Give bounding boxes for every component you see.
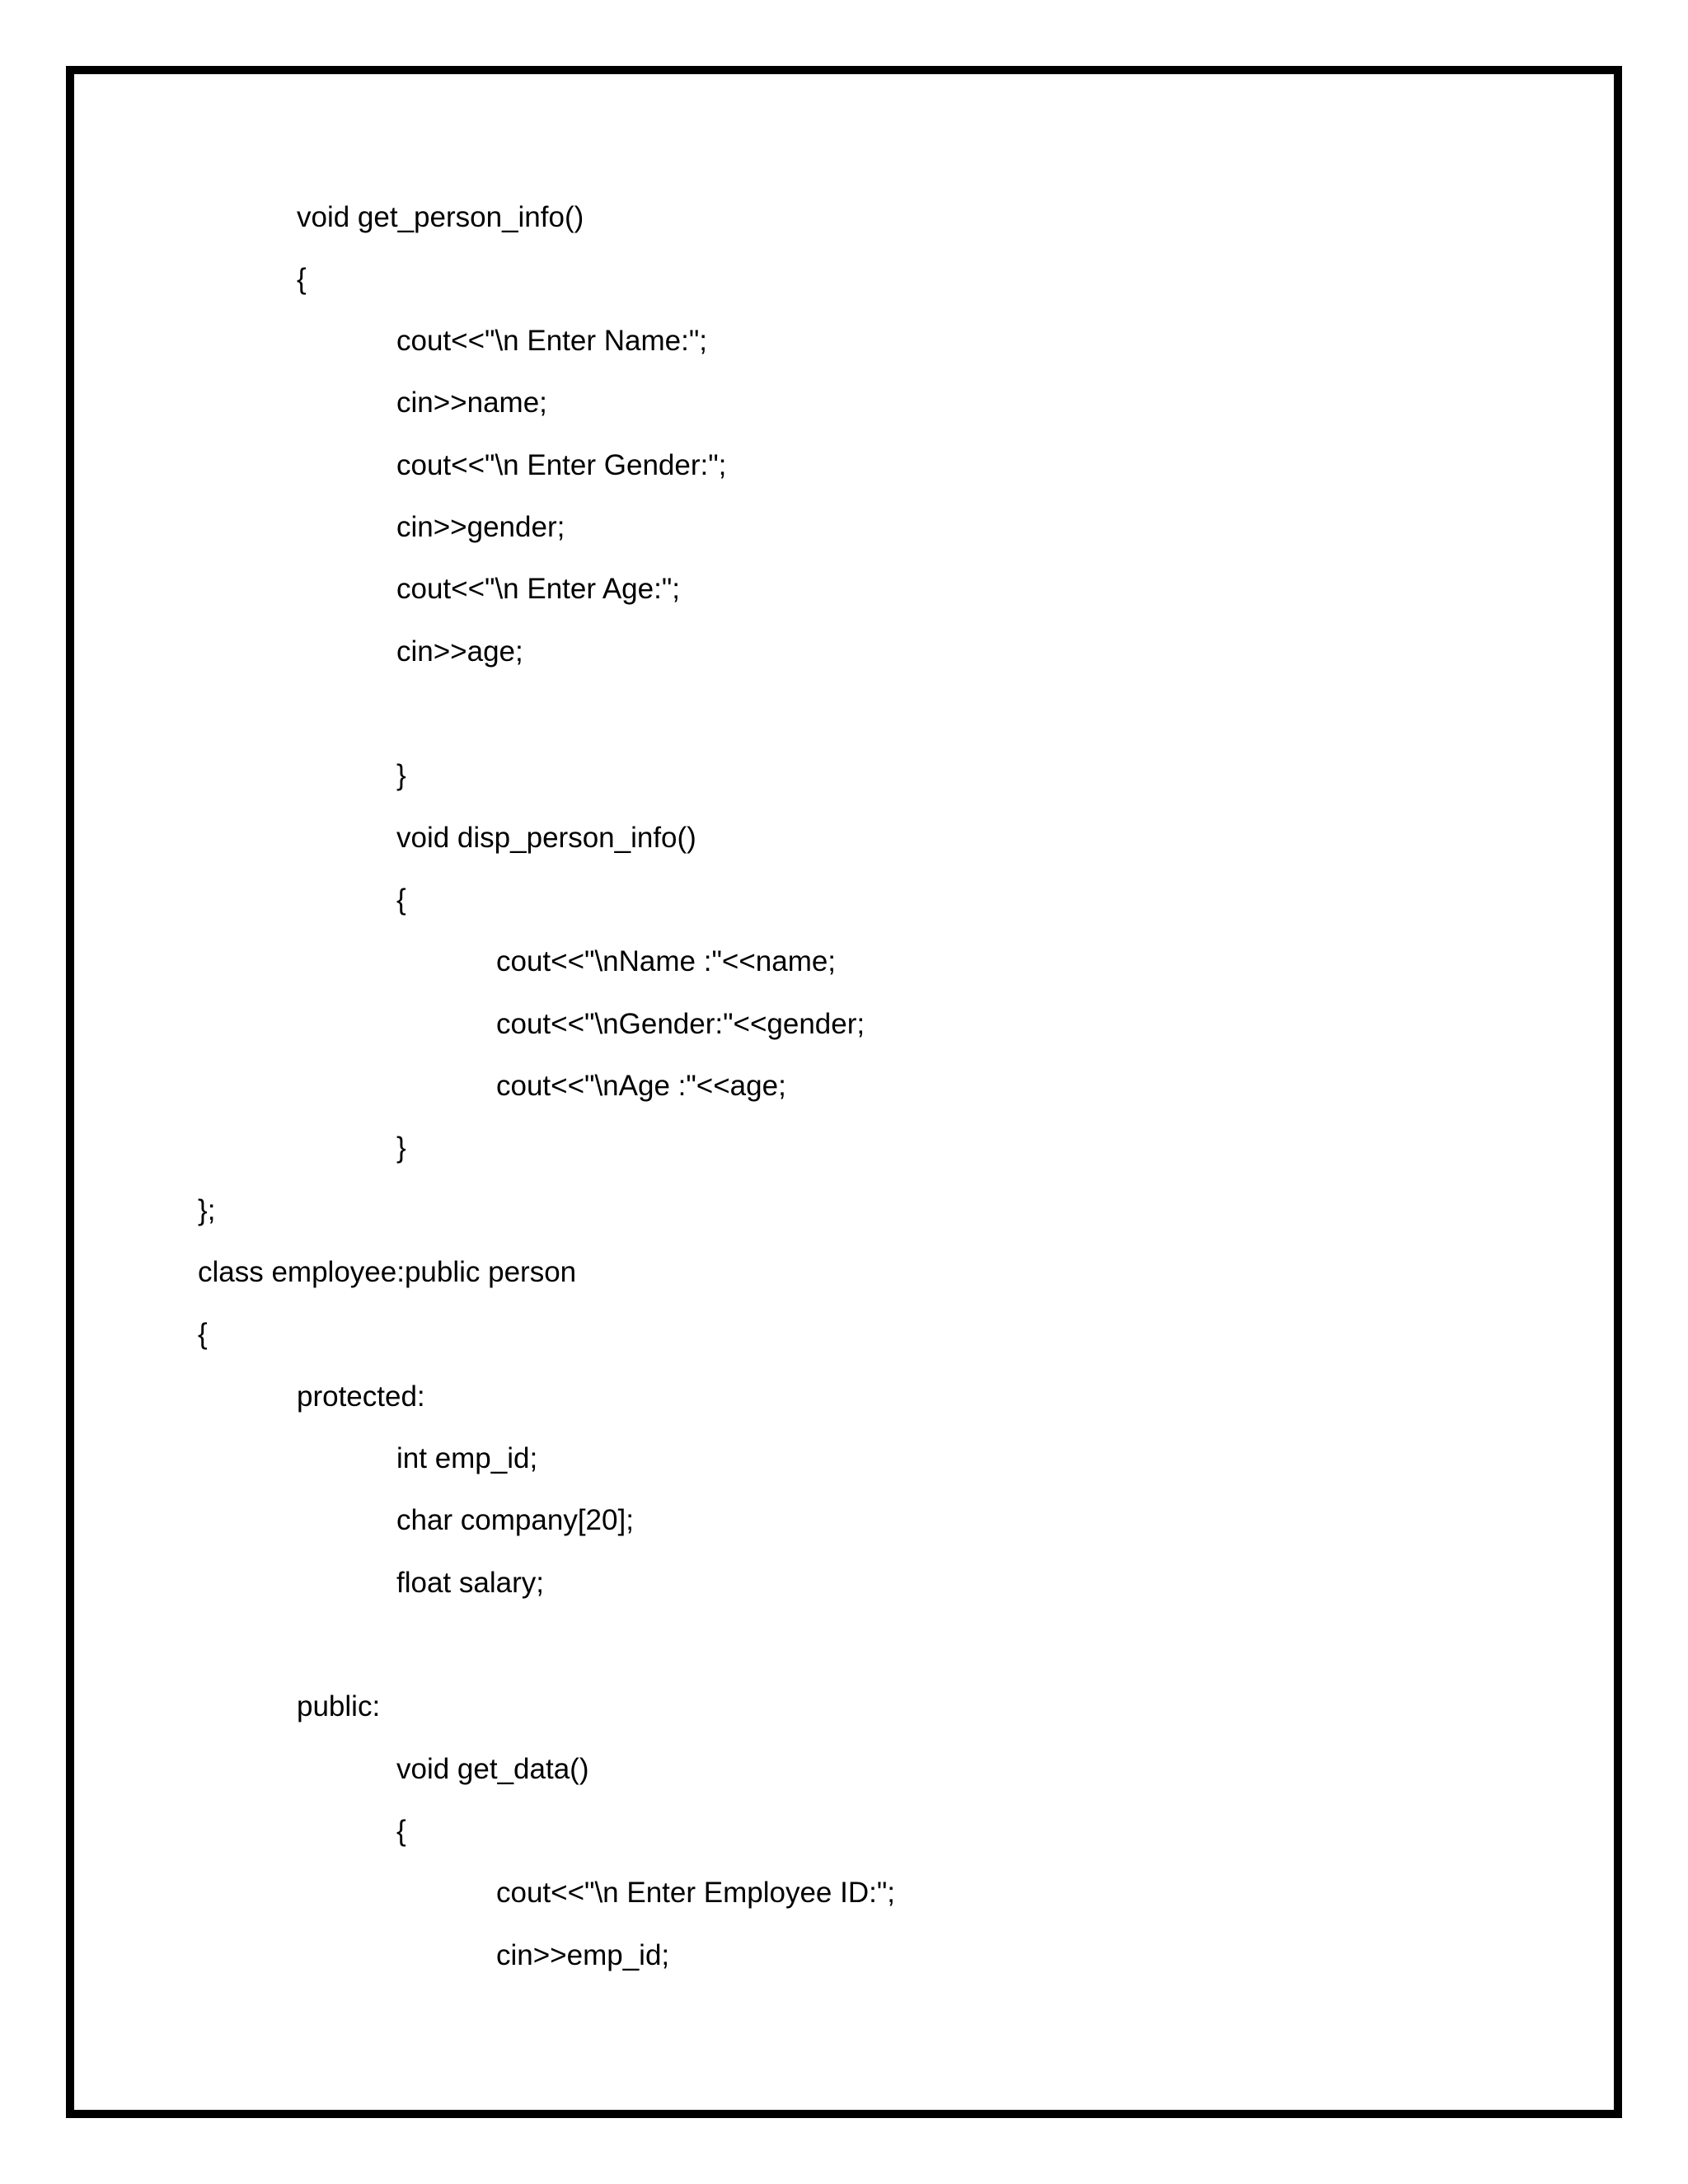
code-line: {	[198, 1318, 208, 1350]
code-line: };	[198, 1194, 216, 1226]
code-line: {	[396, 883, 406, 916]
code-line: }	[396, 759, 406, 791]
code-line: float salary;	[396, 1567, 544, 1599]
code-line: void get_person_info()	[297, 201, 584, 233]
code-line: {	[396, 1815, 406, 1847]
code-line: cin>>age;	[396, 635, 523, 668]
code-line: cout<<"\n Enter Employee ID:";	[496, 1877, 895, 1909]
code-line: cin>>gender;	[396, 511, 565, 543]
code-line: cin>>name;	[396, 387, 547, 419]
code-line: }	[396, 1132, 406, 1164]
page-border	[66, 66, 1622, 2118]
code-line: cout<<"\n Enter Name:";	[396, 325, 707, 357]
code-line: void disp_person_info()	[396, 822, 696, 854]
code-line: cout<<"\n Enter Gender:";	[396, 449, 727, 481]
code-line: void get_data()	[396, 1753, 589, 1785]
code-line: char company[20];	[396, 1504, 634, 1536]
code-line: int emp_id;	[396, 1442, 538, 1474]
code-line: class employee:public person	[198, 1256, 577, 1288]
code-line: cout<<"\n Enter Age:";	[396, 573, 680, 605]
code-line: public:	[297, 1690, 381, 1722]
code-line: cout<<"\nName :"<<name;	[496, 945, 837, 977]
code-line: cin>>emp_id;	[496, 1939, 670, 1971]
code-line: {	[297, 263, 307, 295]
code-line: cout<<"\nGender:"<<gender;	[496, 1008, 865, 1040]
code-line: cout<<"\nAge :"<<age;	[496, 1070, 786, 1102]
code-line: protected:	[297, 1380, 425, 1413]
